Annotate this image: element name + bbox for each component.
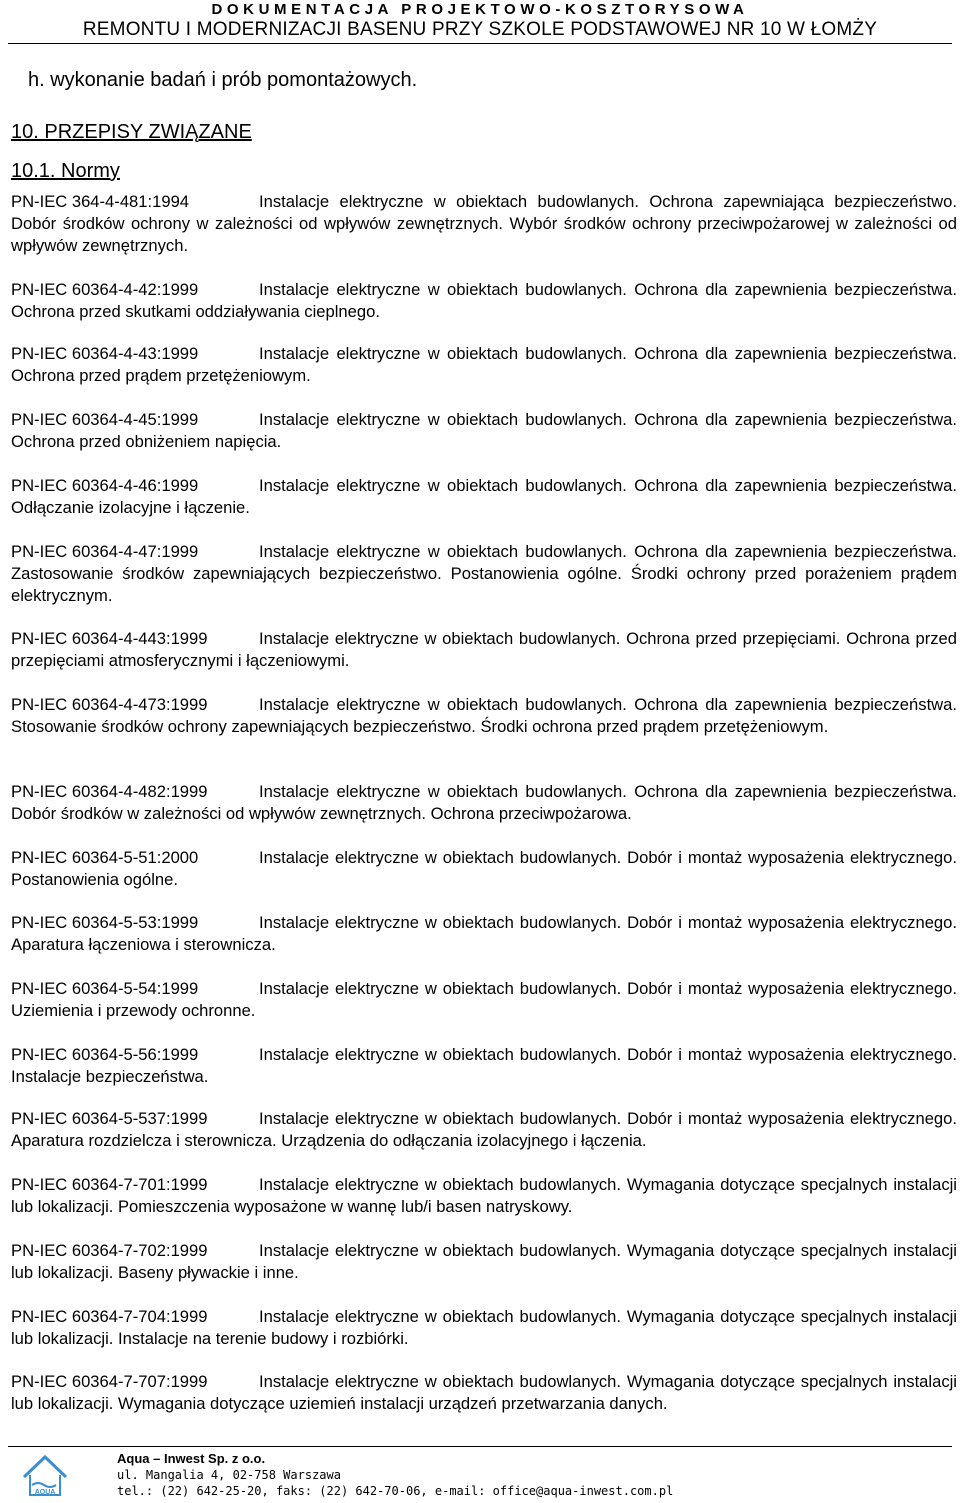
- footer-contact: tel.: (22) 642-25-20, faks: (22) 642-70-06, e-mail: office@aqua-inwest.com.pl: [117, 1484, 674, 1498]
- header-divider: [8, 43, 952, 44]
- norm-code: PN-IEC 60364-4-46:1999: [11, 476, 199, 495]
- norm-entry: [11, 694, 957, 738]
- norm-description: Instalacje elektryczne w obiektach budowlanych. Ochrona dla zapewnienia bezpieczeństwa. Ochrona przed skutkami oddziaływania cieplnego.: [11, 280, 957, 321]
- subsection-heading: 10.1. Normy: [11, 160, 120, 182]
- norm-code: PN-IEC 60364-4-47:1999: [11, 542, 199, 561]
- norm-entry: [11, 978, 957, 1022]
- norm-entry: [11, 1108, 957, 1152]
- norm-code: PN-IEC 60364-5-56:1999: [11, 1045, 199, 1064]
- norm-description: Instalacje elektryczne w obiektach budowlanych. Dobór i montaż wyposażenia elektrycznego. Instalacje bezpieczeństwa.: [11, 1045, 957, 1086]
- norm-entry: [11, 628, 957, 672]
- svg-text:AQUA: AQUA: [34, 1489, 56, 1496]
- norm-entry: [11, 279, 957, 323]
- document-title: REMONTU I MODERNIZACJI BASENU PRZY SZKOLE PODSTAWOWEJ NR 10 W ŁOMŻY: [82, 19, 878, 40]
- norm-code: PN-IEC 60364-5-53:1999: [11, 913, 199, 932]
- norm-entry: [11, 1306, 957, 1350]
- norm-description: Instalacje elektryczne w obiektach budowlanych. Ochrona dla zapewnienia bezpieczeństwa. Stosowanie środków ochrony zapewniających bezpieczeństwo. Środki ochrona przed prądem przetężeniowym.: [11, 695, 957, 736]
- norm-description: Instalacje elektryczne w obiektach budowlanych. Ochrona dla zapewnienia bezpieczeństwa. Dobór środków w zależności od wpływów zewnętrznych. Ochrona przeciwpożarowa.: [11, 782, 957, 823]
- norm-code: PN-IEC 60364-5-54:1999: [11, 979, 199, 998]
- norm-entry: [11, 912, 957, 956]
- norm-code: PN-IEC 60364-7-707:1999: [11, 1372, 208, 1391]
- norm-code: PN-IEC 60364-4-443:1999: [11, 629, 208, 648]
- document-type: DOKUMENTACJA PROJEKTOWO-KOSZTORYSOWA: [211, 1, 749, 18]
- norm-code: PN-IEC 60364-4-43:1999: [11, 344, 199, 363]
- norm-code: PN-IEC 60364-7-704:1999: [11, 1307, 208, 1326]
- norm-entry: [11, 1240, 957, 1284]
- section-heading: 10. PRZEPISY ZWIĄZANE: [11, 121, 252, 143]
- norm-description: Instalacje elektryczne w obiektach budowlanych. Dobór i montaż wyposażenia elektrycznego. Postanowienia ogólne.: [11, 848, 957, 889]
- norm-description: Instalacje elektryczne w obiektach budowlanych. Ochrona dla zapewnienia bezpieczeństwa. Zastosowanie środków zapewniających bezpieczeństwo. Postanowienia ogólne. Środki ochrony przed porażeniem prądem elektrycznym.: [11, 542, 957, 605]
- norm-description: Instalacje elektryczne w obiektach budowlanych. Wymagania dotyczące specjalnych instalacji lub lokalizacji. Instalacje na terenie budowy i rozbiórki.: [11, 1307, 957, 1348]
- norm-description: Instalacje elektryczne w obiektach budowlanych. Ochrona zapewniająca bezpieczeństwo. Dobór środków ochrony w zależności od wpływów zewnętrznych. Wybór środków ochrony przeciwpożarowej w zależności od wpływów zewnętrznych.: [11, 192, 957, 255]
- company-logo: [18, 1451, 72, 1499]
- norm-entry: [11, 1174, 957, 1218]
- norm-description: Instalacje elektryczne w obiektach budowlanych. Dobór i montaż wyposażenia elektrycznego. Aparatura rozdzielcza i sterownicza. Urządzenia do odłączania izolacyjnego i łączenia.: [11, 1109, 957, 1150]
- norm-entry: [11, 1044, 957, 1088]
- norm-description: Instalacje elektryczne w obiektach budowlanych. Wymagania dotyczące specjalnych instalacji lub lokalizacji. Pomieszczenia wyposażone w wannę lub/i basen natryskowy.: [11, 1175, 957, 1216]
- norm-code: PN-IEC 60364-4-42:1999: [11, 280, 199, 299]
- norm-entry: [11, 343, 957, 387]
- norm-description: Instalacje elektryczne w obiektach budowlanych. Dobór i montaż wyposażenia elektrycznego. Aparatura łączeniowa i sterownicza.: [11, 913, 957, 954]
- list-item-h: h. wykonanie badań i prób pomontażowych.: [28, 69, 418, 91]
- footer-address: ul. Mangalia 4, 02-758 Warszawa: [117, 1468, 341, 1482]
- norm-entry: [11, 541, 957, 607]
- norm-code: PN-IEC 60364-5-537:1999: [11, 1109, 208, 1128]
- norm-description: Instalacje elektryczne w obiektach budowlanych. Ochrona dla zapewnienia bezpieczeństwa. Odłączanie izolacyjne i łączenie.: [11, 476, 957, 517]
- norm-entry: [11, 409, 957, 453]
- norm-description: Instalacje elektryczne w obiektach budowlanych. Wymagania dotyczące specjalnych instalacji lub lokalizacji. Wymagania dotyczące uziemień instalacji urządzeń przetwarzania danych.: [11, 1372, 957, 1413]
- norm-code: PN-IEC 60364-7-702:1999: [11, 1241, 208, 1260]
- norm-description: Instalacje elektryczne w obiektach budowlanych. Dobór i montaż wyposażenia elektrycznego. Uziemienia i przewody ochronne.: [11, 979, 957, 1020]
- norm-description: Instalacje elektryczne w obiektach budowlanych. Ochrona dla zapewnienia bezpieczeństwa. Ochrona przed prądem przetężeniowym.: [11, 344, 957, 385]
- footer-company: Aqua – Inwest Sp. z o.o.: [117, 1451, 266, 1466]
- norm-entry: [11, 781, 957, 825]
- norm-entry: [11, 847, 957, 891]
- norm-code: PN-IEC 364-4-481:1994: [11, 192, 190, 211]
- norm-code: PN-IEC 60364-5-51:2000: [11, 848, 199, 867]
- norm-description: Instalacje elektryczne w obiektach budowlanych. Wymagania dotyczące specjalnych instalacji lub lokalizacji. Baseny pływackie i inne.: [11, 1241, 957, 1282]
- norm-description: Instalacje elektryczne w obiektach budowlanych. Ochrona dla zapewnienia bezpieczeństwa. Ochrona przed obniżeniem napięcia.: [11, 410, 957, 451]
- norm-entry: [11, 475, 957, 519]
- norm-description: Instalacje elektryczne w obiektach budowlanych. Ochrona przed przepięciami. Ochrona przed przepięciami atmosferycznymi i łączeniowymi.: [11, 629, 957, 670]
- norm-code: PN-IEC 60364-4-45:1999: [11, 410, 199, 429]
- norm-entry: [11, 1371, 957, 1415]
- norm-code: PN-IEC 60364-4-473:1999: [11, 695, 208, 714]
- norm-code: PN-IEC 60364-4-482:1999: [11, 782, 208, 801]
- norm-entry: [11, 191, 957, 257]
- norm-code: PN-IEC 60364-7-701:1999: [11, 1175, 208, 1194]
- footer-divider: [8, 1446, 952, 1447]
